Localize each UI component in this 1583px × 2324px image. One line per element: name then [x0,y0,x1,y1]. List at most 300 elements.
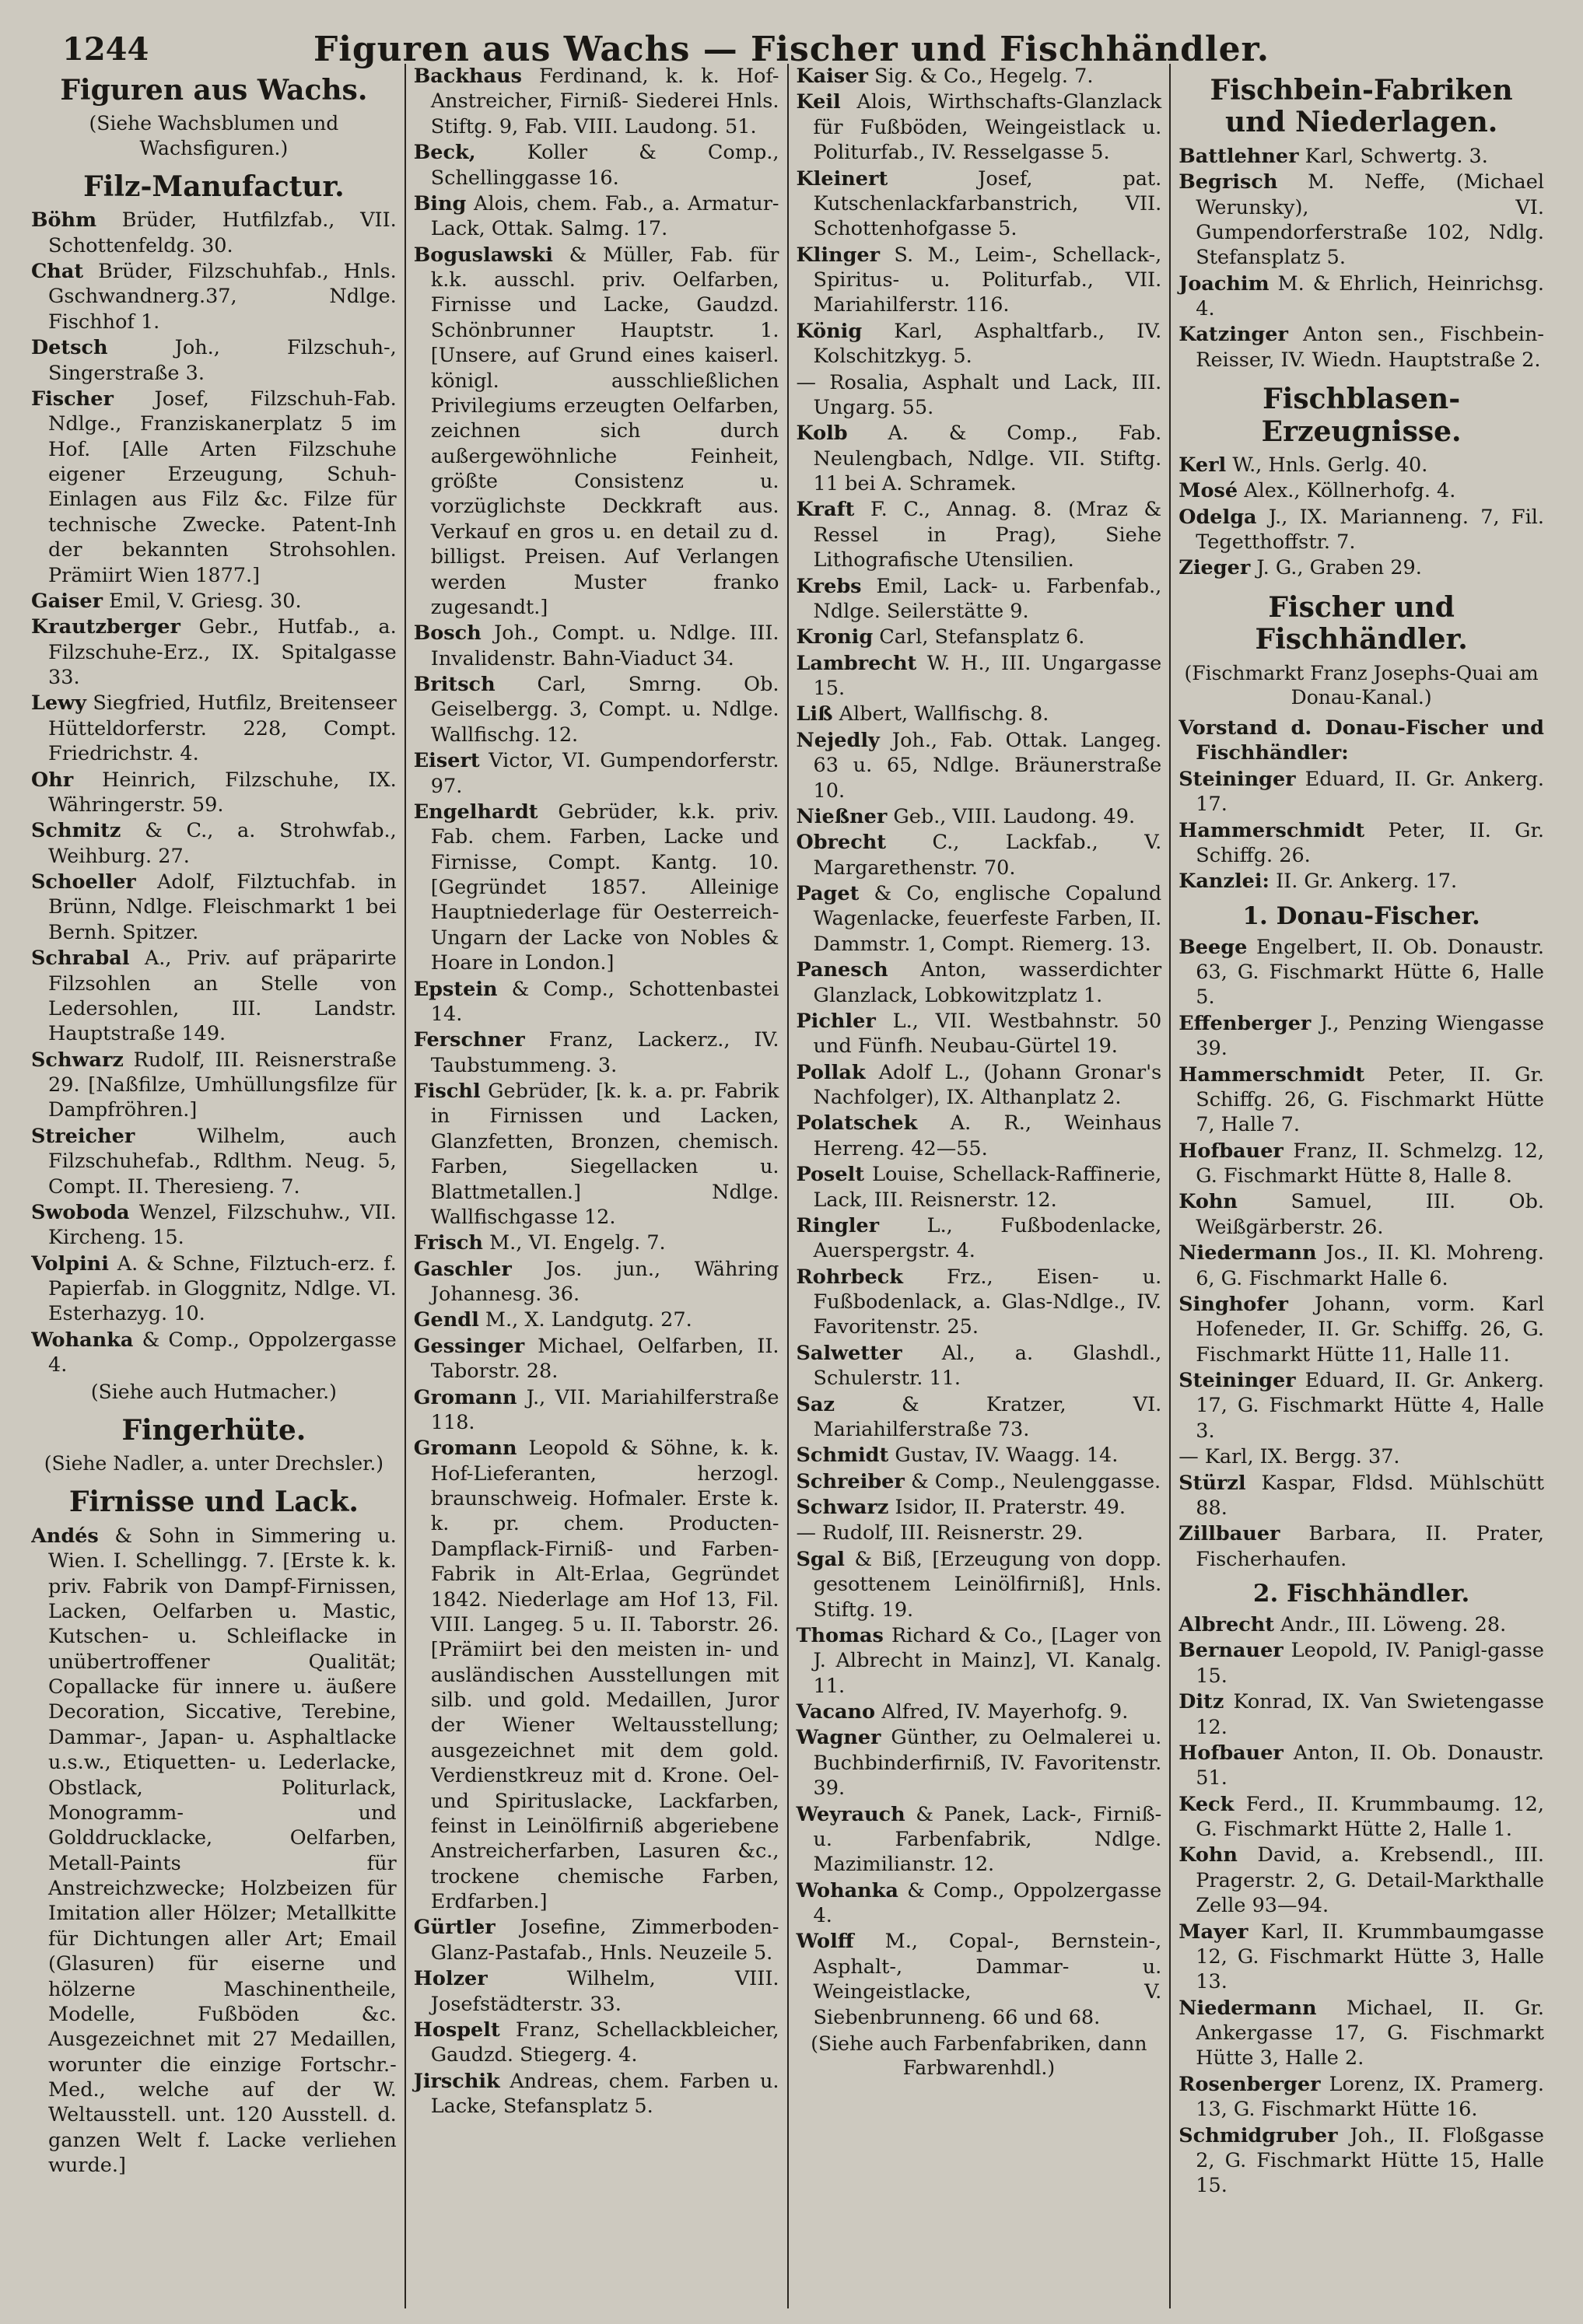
entry-name: Holzer [413,1967,488,1991]
directory-entry [1178,1011,1544,1062]
entry-details: Leopold, IV. Panigl-gasse 15. [1196,1639,1544,1688]
directory-entry [1178,1920,1544,1995]
columns [31,64,1552,2308]
entry-name: Keck [1178,1792,1235,1816]
directory-entry [1178,1996,1544,2071]
directory-entry [414,1027,779,1078]
entry-name: Krautzberger [31,615,180,639]
entry-name: Frisch [413,1231,483,1255]
directory-entry [797,64,1162,89]
column-4 [1171,64,1552,2308]
directory-entry [31,1251,397,1327]
directory-entry [1178,1368,1544,1444]
directory-entry [31,1200,397,1251]
entry-name: Volpini [31,1251,109,1276]
directory-entry [1178,1792,1544,1843]
entry-name: Gendl [413,1308,479,1332]
entry-details: Siegfried, Hutfilz, Breitenseer Hütteldorferstr. 228, Compt. Friedrichstr. 4. [48,691,397,766]
directory-entry [1178,1843,1544,1918]
entry-name: Zieger [1178,556,1251,580]
entry-name: Paget [796,882,860,905]
entry-details: Barbara, II. Prater, Fischerhaufen. [1196,1522,1544,1571]
entry-name: Pichler [796,1009,876,1033]
entry-name: Schreiber [796,1469,905,1493]
entry-details: Louise, Schellack-Raffinerie, Lack, III. Reisnerstr. 12. [813,1163,1162,1212]
entry-details: A., Priv. auf präparirte Filzsohlen an Stelle von Ledersohlen, III. Landstr. Hauptstraße 149. [48,947,397,1046]
entry-name: Pollak [796,1060,866,1084]
entry-name: Chat [31,260,84,284]
entry-name: Polatschek [796,1111,918,1136]
directory-entry [414,977,779,1027]
directory-entry [1178,1292,1544,1367]
entry-details: A. & Comp., Fab. Neulengbach, Ndlge. VII. Stiftg. 11 bei A. Schramek. [813,422,1162,495]
directory-entry [1178,935,1544,1010]
entry-name: Salwetter [796,1341,902,1365]
section-heading: Fischbein-Fabriken und Niederlagen. [1210,74,1513,139]
entry-name: Wohanka [31,1328,134,1352]
directory-entry [1178,818,1544,869]
entry-details: L., VII. Westbahnstr. 50 und Fünfh. Neubau-Gürtel 19. [813,1009,1162,1059]
cross-reference-note: (Siehe Nadler, a. unter Drechsler.) [44,1452,384,1475]
entry-name: Boguslawski [413,243,553,267]
directory-entry [797,1623,1162,1699]
entry-name: Nejedly [796,728,880,752]
directory-entry [797,1443,1162,1468]
entry-name: Thomas [796,1623,884,1647]
directory-entry [797,574,1162,625]
entry-name: Joachim [1178,271,1270,296]
directory-entry [797,830,1162,880]
directory-entry [797,89,1162,165]
directory-entry [797,243,1162,318]
entry-name: Poselt [796,1163,865,1187]
directory-entry [31,259,397,334]
entry-details: L., Fußbodenlacke, Auerspergstr. 4. [813,1213,1162,1263]
directory-entry [31,691,397,766]
entry-name: Zillbauer [1178,1522,1280,1546]
cross-reference-note: (Fischmarkt Franz Josephs-Quai am Donau-Kanal.) [1184,661,1539,709]
entry-name: Panesch [796,958,888,982]
entry-details: Gustav, IV. Waagg. 14. [895,1444,1119,1468]
entry-name: Kohn [1178,1843,1238,1867]
entry-details: J., VII. Mariahilferstraße 118. [430,1385,779,1434]
entry-name: Vorstand d. Donau-Fischer und Fischhändler: [1178,716,1544,765]
entry-name: Gromann [413,1437,517,1461]
entry-details: A. & Schne, Filztuch-erz. f. Papierfab. in Gloggnitz, Ndlge. VI. Esterhazyg. 10. [48,1251,397,1326]
entry-name: Kronig [796,625,874,649]
directory-entry [414,140,779,191]
entry-details: Rudolf, III. Reisnerstraße 29. [Naßfilze, Umhüllungsfilze für Dampfröhren.] [48,1048,397,1122]
entry-name: Beege [1178,935,1248,959]
cross-reference-note: (Siehe Wachsblumen und Wachsfiguren.) [89,112,339,159]
entry-name: Schoeller [31,870,136,894]
entry-details: M., VI. Engelg. 7. [489,1231,666,1255]
directory-entry [414,2069,779,2119]
directory-entry [414,1334,779,1384]
entry-name: Engelhardt [413,800,538,824]
entry-name: Obrecht [796,831,887,855]
directory-entry [414,1257,779,1307]
entry-details: Emil, V. Griesg. 30. [109,589,302,613]
directory-entry [1178,1241,1544,1291]
directory-entry [797,1929,1162,2030]
entry-name: Odelga [1178,505,1257,529]
directory-entry [414,64,779,139]
directory-entry [797,1521,1162,1545]
entry-details: Brüder, Filzschuhfab., Hnls. Gschwandnerg.37, Ndlge. Fischhof 1. [48,260,397,334]
entry-name: Schwarz [796,1496,889,1519]
entry-details: & Comp., Neulenggasse. [910,1469,1161,1493]
directory-entry [797,1060,1162,1111]
directory-entry [797,1392,1162,1443]
entry-name: Begrisch [1178,170,1278,194]
entry-details: Al., a. Glashdl., Schulerstr. 11. [813,1341,1162,1391]
entry-details: Richard & Co., [Lager von J. Albrecht in Mainz], VI. Kanalg. 11. [813,1623,1162,1698]
entry-name: Hospelt [413,2018,500,2042]
entry-details: Sig. & Co., Hegelg. 7. [874,65,1094,88]
directory-entry [1178,1612,1544,1637]
directory-entry [31,335,397,386]
entry-name: Klinger [796,243,881,267]
entry-name: König [796,319,863,343]
entry-name: Schmidt [796,1444,889,1468]
entry-details: Alois, Wirthschafts-Glanzlack für Fußböden, Weingeistlack u. Politurfab., IV. Resselgasse 5. [813,90,1162,165]
entry-details: J., IX. Marianneng. 7, Fil. Tegetthoffstr. 7. [1196,505,1544,555]
entry-name: Schmitz [31,819,121,843]
entry-name: Britsch [413,673,496,696]
entry-name: Kerl [1178,453,1227,477]
entry-name: Gaschler [413,1257,512,1281]
entry-details: Franz, Lackerz., IV. Taubstummeng. 3. [430,1028,779,1077]
entry-name: Saz [796,1392,835,1416]
entry-name: Wagner [796,1726,881,1750]
entry-name: Weyrauch [796,1802,905,1826]
entry-name: Nießner [796,804,888,828]
entry-name: Mayer [1178,1920,1249,1944]
directory-entry [414,1915,779,1965]
entry-name: Lewy [31,691,86,716]
directory-entry [797,319,1162,369]
entry-name: Hammerschmidt [1178,818,1365,842]
entry-details: & Müller, Fab. für k.k. ausschl. priv. Oelfarben, Firnisse und Lacke, Gaudzd. Schönbrunner Hauptstr. 1. [Unsere, auf Grund eines kaiserl. königl. ausschließlichen Privilegiums erzeugten Oelfarben, zeichnen sich durch außergewöhnliche Feinheit, größte Consistenz u. vorzüglichste Deckkraft aus. Verkauf en gros u. en detail zu d. billigst. Preisen. Auf Verlangen werden Muster franko zugesandt.] [430,243,779,619]
directory-entry [797,625,1162,649]
entry-name: Kleinert [796,166,888,191]
entry-details: M., Copal-, Bernstein-, Asphalt-, Dammar- u. Weingeistlacke, V. Siebenbrunneng. 66 und 68. [813,1930,1162,2029]
entry-name: Niedermann [1178,1241,1317,1265]
entry-details: Wilhelm, auch Filzschuhefab., Rdlthm. Neug. 5, Compt. II. Theresieng. 7. [48,1124,397,1199]
entry-details: Jos. jun., Währing Johannesg. 36. [430,1257,779,1306]
entry-name: Sgal [796,1547,845,1571]
entry-details: II. Gr. Ankerg. 17. [1276,870,1458,894]
entry-name: Backhaus [413,65,522,88]
entry-details: S. M., Leim-, Schellack-, Spiritus- u. Politurfab., VII. Mariahilferstr. 116. [813,243,1162,317]
directory-entry [1178,1139,1544,1189]
entry-name: Stürzl [1178,1471,1246,1495]
entry-details: Joh., Filzschuh-, Singerstraße 3. [48,336,397,385]
entry-name: Epstein [413,977,498,1001]
entry-details: & Panek, Lack-, Firniß- u. Farbenfabrik, Ndlge. Mazimilianstr. 12. [813,1802,1162,1877]
directory-entry [797,1265,1162,1340]
entry-name: Kanzlei: [1178,870,1270,894]
entry-details: Engelbert, II. Ob. Donaustr. 63, G. Fischmarkt Hütte 6, Halle 5. [1196,935,1544,1010]
directory-entry [797,421,1162,496]
entry-name: Kohn [1178,1190,1238,1214]
entry-name: Keil [796,90,841,114]
entry-details: Andr., III. Löweng. 28. [1280,1613,1507,1637]
directory-entry [1178,505,1544,555]
entry-name: Battlehner [1178,144,1299,168]
entry-details: Wilhelm, VIII. Josefstädterstr. 33. [430,1967,779,2016]
entry-details: & Comp., Schottenbastei 14. [430,977,779,1026]
directory-entry [414,800,779,976]
entry-details: — Rudolf, III. Reisnerstr. 29. [796,1521,1084,1545]
entry-name: Albrecht [1178,1613,1275,1637]
entry-details: Anton, wasserdichter Glanzlack, Lobkowitzplatz 1. [813,958,1162,1007]
section-heading: Figuren aus Wachs. [60,74,368,107]
entry-details: Geb., VIII. Laudong. 49. [893,804,1136,828]
directory-entry [797,1495,1162,1520]
entry-details: M., X. Landgutg. 27. [485,1308,692,1332]
entry-details: Gebrüder, [k. k. a. pr. Fabrik in Firnissen und Lacken, Glanzfetten, Bronzen, chemisch. Farben, Siegellacken u. Blattmetallen.] Ndlge. Wallfischgasse 12. [430,1080,779,1229]
entry-details: Joh., II. Floßgasse 2, G. Fischmarkt Hütte 15, Halle 15. [1196,2123,1544,2198]
entry-name: Beck, [413,141,476,165]
directory-entry [414,1436,779,1914]
entry-details: Jos., II. Kl. Mohreng. 6, G. Fischmarkt Halle 6. [1196,1241,1544,1290]
entry-details: M. Neffe, (Michael Werunsky), VI. Gumpendorferstraße 102, Ndlg. Stefansplatz 5. [1196,170,1544,270]
entry-name: Mosé [1178,479,1238,503]
entry-details: W. H., III. Ungargasse 15. [813,651,1162,700]
entry-name: Gromann [413,1385,517,1409]
entry-details: — Karl, IX. Bergg. 37. [1178,1445,1400,1469]
entry-name: Ohr [31,768,74,792]
directory-entry [31,946,397,1047]
entry-details: Brüder, Hutfilzfab., VII. Schottenfeldg. 30. [48,208,397,257]
entry-details: Karl, II. Krummbaumgasse 12, G. Fischmarkt Hütte 3, Halle 13. [1196,1920,1544,1994]
entry-name: Hofbauer [1178,1139,1284,1163]
entry-name: Bing [413,191,467,215]
column-1 [31,64,406,2308]
entry-details: & Sohn in Simmering u. Wien. I. Schellingg. 7. [Erste k. k. priv. Fabrik von Dampf-Firnissen, Lacken, Oelfarben u. Mastic, Kutschen- u. Schleiflacke in unübertroffener Qualität; Copallacke für innere u. äußere Decoration, Siccative, Terebine, Dammar-, Japan- u. Asphaltlacke u.s.w., Etiquetten- u. Lederlacke, Obstlack, Politurlack, Monogramm- und Golddrucklacke, Oelfarben, Metall-Paints für Anstreichzwecke; Holzbeizen für Imitation aller Hölzer; Metallkitte für Dichtungen aller Art; Email (Glasuren) für eiserne und hölzerne Maschinentheile, Modelle, Fußböden &c. Ausgezeichnet mit 27 Medaillen, worunter die einzige Fortschr.-Med., welche auf der W. Weltausstell. unt. 120 Ausstell. d. ganzen Welt f. Lacke verliehen wurde.] [48,1524,397,2178]
directory-entry [1178,767,1544,817]
directory-entry [797,957,1162,1008]
entry-name: Rohrbeck [796,1265,903,1289]
section-heading: 1. Donau-Fischer. [1242,901,1480,930]
entry-details: C., Lackfab., V. Margarethenstr. 70. [813,831,1162,880]
directory-entry [797,1725,1162,1801]
entry-name: Streicher [31,1124,135,1148]
directory-entry [797,1802,1162,1878]
cross-reference-note: (Siehe auch Hutmacher.) [90,1380,337,1403]
directory-entry [797,1162,1162,1213]
entry-name: Steininger [1178,767,1296,791]
entry-name: Andés [31,1524,99,1548]
directory-entry [1178,1521,1544,1572]
entry-details: Anton, II. Ob. Donaustr. 51. [1196,1741,1545,1790]
directory-entry [1178,716,1544,766]
entry-details: Alex., Köllnerhofg. 4. [1244,479,1456,503]
entry-details: Joh., Fab. Ottak. Langeg. 63 u. 65, Ndlge. Bräunerstraße 10. [813,728,1162,803]
entry-details: Josef, Filzschuh-Fab. Ndlge., Franziskanerplatz 5 im Hof. [Alle Arten Filzschuhe eigener Erzeugung, Schuh-Einlagen aus Filz &c. Filze für technische Zwecke. Patent-Inh der bekannten Strohsohlen. Prämiirt Wien 1877.] [48,387,397,587]
entry-details: Eduard, II. Gr. Ankerg. 17. [1196,767,1545,817]
directory-entry [414,243,779,621]
entry-details: Samuel, III. Ob. Weißgärberstr. 26. [1196,1190,1545,1239]
entry-details: Karl, Schwertg. 3. [1305,144,1488,168]
directory-entry [414,621,779,671]
section-heading: 2. Fischhändler. [1252,1580,1470,1608]
directory-entry [31,387,397,588]
entry-name: Vacano [796,1700,876,1724]
entry-details: A. R., Weinhaus Herreng. 42—55. [813,1111,1162,1160]
entry-name: Ditz [1178,1690,1224,1714]
entry-details: Albert, Wallfischg. 8. [839,702,1049,726]
directory-entry [797,370,1162,421]
directory-entry [31,768,397,818]
directory-entry [1178,1189,1544,1240]
entry-details: David, a. Krebsendl., III. Pragerstr. 2, G. Detail-Markthalle Zelle 93—94. [1196,1843,1544,1918]
directory-entry [31,1048,397,1123]
entry-name: Fischer [31,387,114,411]
directory-entry [1178,170,1544,271]
section-heading: Fischer und Fischhändler. [1255,590,1468,656]
directory-entry [1178,1741,1544,1791]
entry-details: & Biß, [Erzeugung von dopp. gesottenem Leinölfirniß], Hnls. Stiftg. 19. [813,1547,1162,1622]
entry-details: F. C., Annag. 8. (Mraz & Ressel in Prag), Siehe Lithografische Utensilien. [813,498,1162,572]
entry-details: J. G., Graben 29. [1256,556,1422,580]
entry-details: Adolf L., (Johann Gronar's Nachfolger), IX. Althanplatz 2. [813,1060,1162,1109]
directory-entry [414,191,779,242]
entry-details: Ferdinand, k. k. Hof-Anstreicher, Firniß- Siederei Hnls. Stiftg. 9, Fab. VIII. Laudong. 51. [430,65,779,138]
section-heading: Filz-Manufactur. [83,170,345,203]
directory-entry [797,1213,1162,1264]
directory-entry [1178,144,1544,169]
entry-details: — Rosalia, Asphalt und Lack, III. Ungarg. 55. [796,370,1162,419]
entry-details: Peter, II. Gr. Schiffg. 26. [1196,818,1544,867]
entry-details: Anton sen., Fischbein-Reisser, IV. Wiedn. Hauptstraße 2. [1196,323,1545,372]
directory-entry [1178,2072,1544,2123]
directory-entry [797,1111,1162,1161]
directory-entry [797,881,1162,957]
entry-name: Singhofer [1178,1292,1288,1316]
directory-entry [797,702,1162,726]
entry-name: Ferschner [413,1028,525,1052]
directory-entry [1178,555,1544,580]
section-heading: Firnisse und Lack. [68,1486,359,1519]
entry-details: Karl, Asphaltfarb., IV. Kolschitzkyg. 5. [813,319,1162,369]
entry-name: Wohanka [796,1878,898,1902]
directory-entry [414,1966,779,2017]
entry-details: & C., a. Strohwfab., Weihburg. 27. [48,819,397,868]
directory-entry [31,818,397,869]
entry-name: Gaiser [31,589,103,613]
entry-details: Konrad, IX. Van Swietengasse 12. [1196,1690,1545,1739]
entry-name: Kraft [796,498,855,522]
entry-details: Victor, VI. Gumpendorferstr. 97. [430,749,779,798]
directory-entry [1178,271,1544,322]
directory-entry [31,870,397,945]
entry-details: Michael, Oelfarben, II. Taborstr. 28. [430,1334,779,1384]
entry-name: Gessinger [413,1334,525,1358]
entry-name: Krebs [796,574,862,598]
directory-entry [31,1524,397,2179]
directory-entry [797,1469,1162,1494]
entry-name: Schrabal [31,947,130,971]
entry-name: Effenberger [1178,1011,1312,1035]
entry-details: Josef, pat. Kutschenlackfarbanstrich, VII. Schottenhofgasse 5. [813,166,1162,241]
directory-entry [1178,322,1544,373]
entry-name: Bernauer [1178,1639,1284,1663]
entry-name: Gürtler [413,1916,496,1940]
page-header [31,22,1552,70]
entry-name: Schmidgruber [1178,2123,1338,2147]
entry-details: Ferd., II. Krummbaumg. 12, G. Fischmarkt Hütte 2, Halle 1. [1196,1792,1544,1842]
entry-details: Carl, Smrng. Ob. Geiselbergg. 3, Compt. u. Ndlge. Wallfischg. 12. [430,673,779,747]
directory-entry [31,614,397,690]
entry-name: Ringler [796,1213,880,1237]
entry-details: Günther, zu Oelmalerei u. Buchbinderfirniß, IV. Favoritenstr. 39. [813,1726,1162,1801]
entry-name: Hammerschmidt [1178,1062,1365,1087]
directory-entry [414,1307,779,1332]
entry-details: Andreas, chem. Farben u. Lacke, Stefansplatz 5. [430,2069,779,2118]
entry-details: Franz, Schellackbleicher, Gaudzd. Stiegerg. 4. [430,2018,779,2067]
directory-entry [797,728,1162,803]
column-3 [789,64,1171,2308]
directory-entry [797,1009,1162,1059]
directory-entry [797,1699,1162,1724]
directory-entry [414,1079,779,1230]
entry-details: Michael, II. Gr. Ankergasse 17, G. Fischmarkt Hütte 3, Halle 2. [1196,1996,1545,2070]
entry-name: Fischl [413,1080,481,1103]
entry-name: Böhm [31,208,97,233]
entry-details: Gebr., Hutfab., a. Filzschuhe-Erz., IX. Spitalgasse 33. [48,615,397,690]
entry-details: Leopold & Söhne, k. k. Hof-Lieferanten, herzogl. braunschweig. Hofmaler. Erste k. k. pr. chem. Producten-Dampflack-Firniß- und Farben-Fabrik in Alt-Erlaa, Gegründet 1842. Niederlage am Hof 13, Fil. VIII. Langeg. 5 u. II. Taborstr. 26. [Prämiirt bei den meisten in- und ausländischen Ausstellungen mit silb. und gold. Medaillen, Juror der Wiener Weltausstellung; ausgezeichnet mit dem gold. Verdienstkreuz mit d. Krone. Oel- und Spirituslacke, Lackfarben, feinst in Leinölfirniß abgeriebene Anstreicherfarben, Lasuren &c., trockene chemische Farben, Erdfarben.] [430,1437,779,1913]
entry-details: Heinrich, Filzschuhe, IX. Währingerstr. 59. [48,768,397,817]
directory-entry [797,497,1162,572]
directory-entry [1178,1062,1544,1138]
directory-entry [1178,1638,1544,1689]
directory-entry [1178,453,1544,478]
entry-details: & Kratzer, VI. Mariahilferstraße 73. [813,1392,1162,1441]
entry-details: & Comp., Oppolzergasse 4. [813,1878,1162,1927]
entry-name: Hofbauer [1178,1741,1284,1765]
entry-details: M. & Ehrlich, Heinrichsg. 4. [1196,271,1544,321]
entry-details: Gebrüder, k.k. priv. Fab. chem. Farben, Lacke und Firnisse, Compt. Kantg. 10. [Gegründet 1857. Alleinige Hauptniederlage für Oesterreich-Ungarn der Lacke von Nobles & Hoare in London.] [430,800,779,975]
directory-entry [31,589,397,614]
entry-details: Emil, Lack- u. Farbenfab., Ndlge. Seilerstätte 9. [813,574,1162,623]
directory-entry [1178,1471,1544,1521]
entry-name: Kolb [796,422,848,446]
directory-entry [1178,478,1544,503]
entry-details: Lorenz, IX. Pramerg. 13, G. Fischmarkt Hütte 16. [1196,2072,1544,2122]
directory-entry [797,1878,1162,1929]
entry-details: J., Penzing Wiengasse 39. [1196,1011,1544,1061]
directory-entry [31,1328,397,1378]
directory-entry [414,2018,779,2068]
directory-entry [414,748,779,799]
directory-entry [31,208,397,258]
cross-reference-note: (Siehe auch Farbenfabriken, dann Farbwarenhdl.) [811,2032,1147,2080]
entry-name: Niedermann [1178,1996,1317,2020]
entry-details: Eduard, II. Gr. Ankerg. 17, G. Fischmarkt Hütte 4, Halle 3. [1196,1369,1545,1443]
entry-name: Bosch [413,621,482,646]
directory-entry [797,651,1162,702]
entry-details: Peter, II. Gr. Schiffg. 26, G. Fischmarkt Hütte 7, Halle 7. [1196,1062,1544,1137]
directory-entry [1178,1444,1544,1469]
entry-details: Frz., Eisen- u. Fußbodenlack, a. Glas-Ndlge., IV. Favoritenstr. 25. [813,1265,1162,1339]
entry-name: Kaiser [796,65,868,88]
entry-details: Alfred, IV. Mayerhofg. 9. [881,1700,1129,1724]
directory-entry [1178,869,1544,894]
entry-name: Schwarz [31,1048,124,1072]
